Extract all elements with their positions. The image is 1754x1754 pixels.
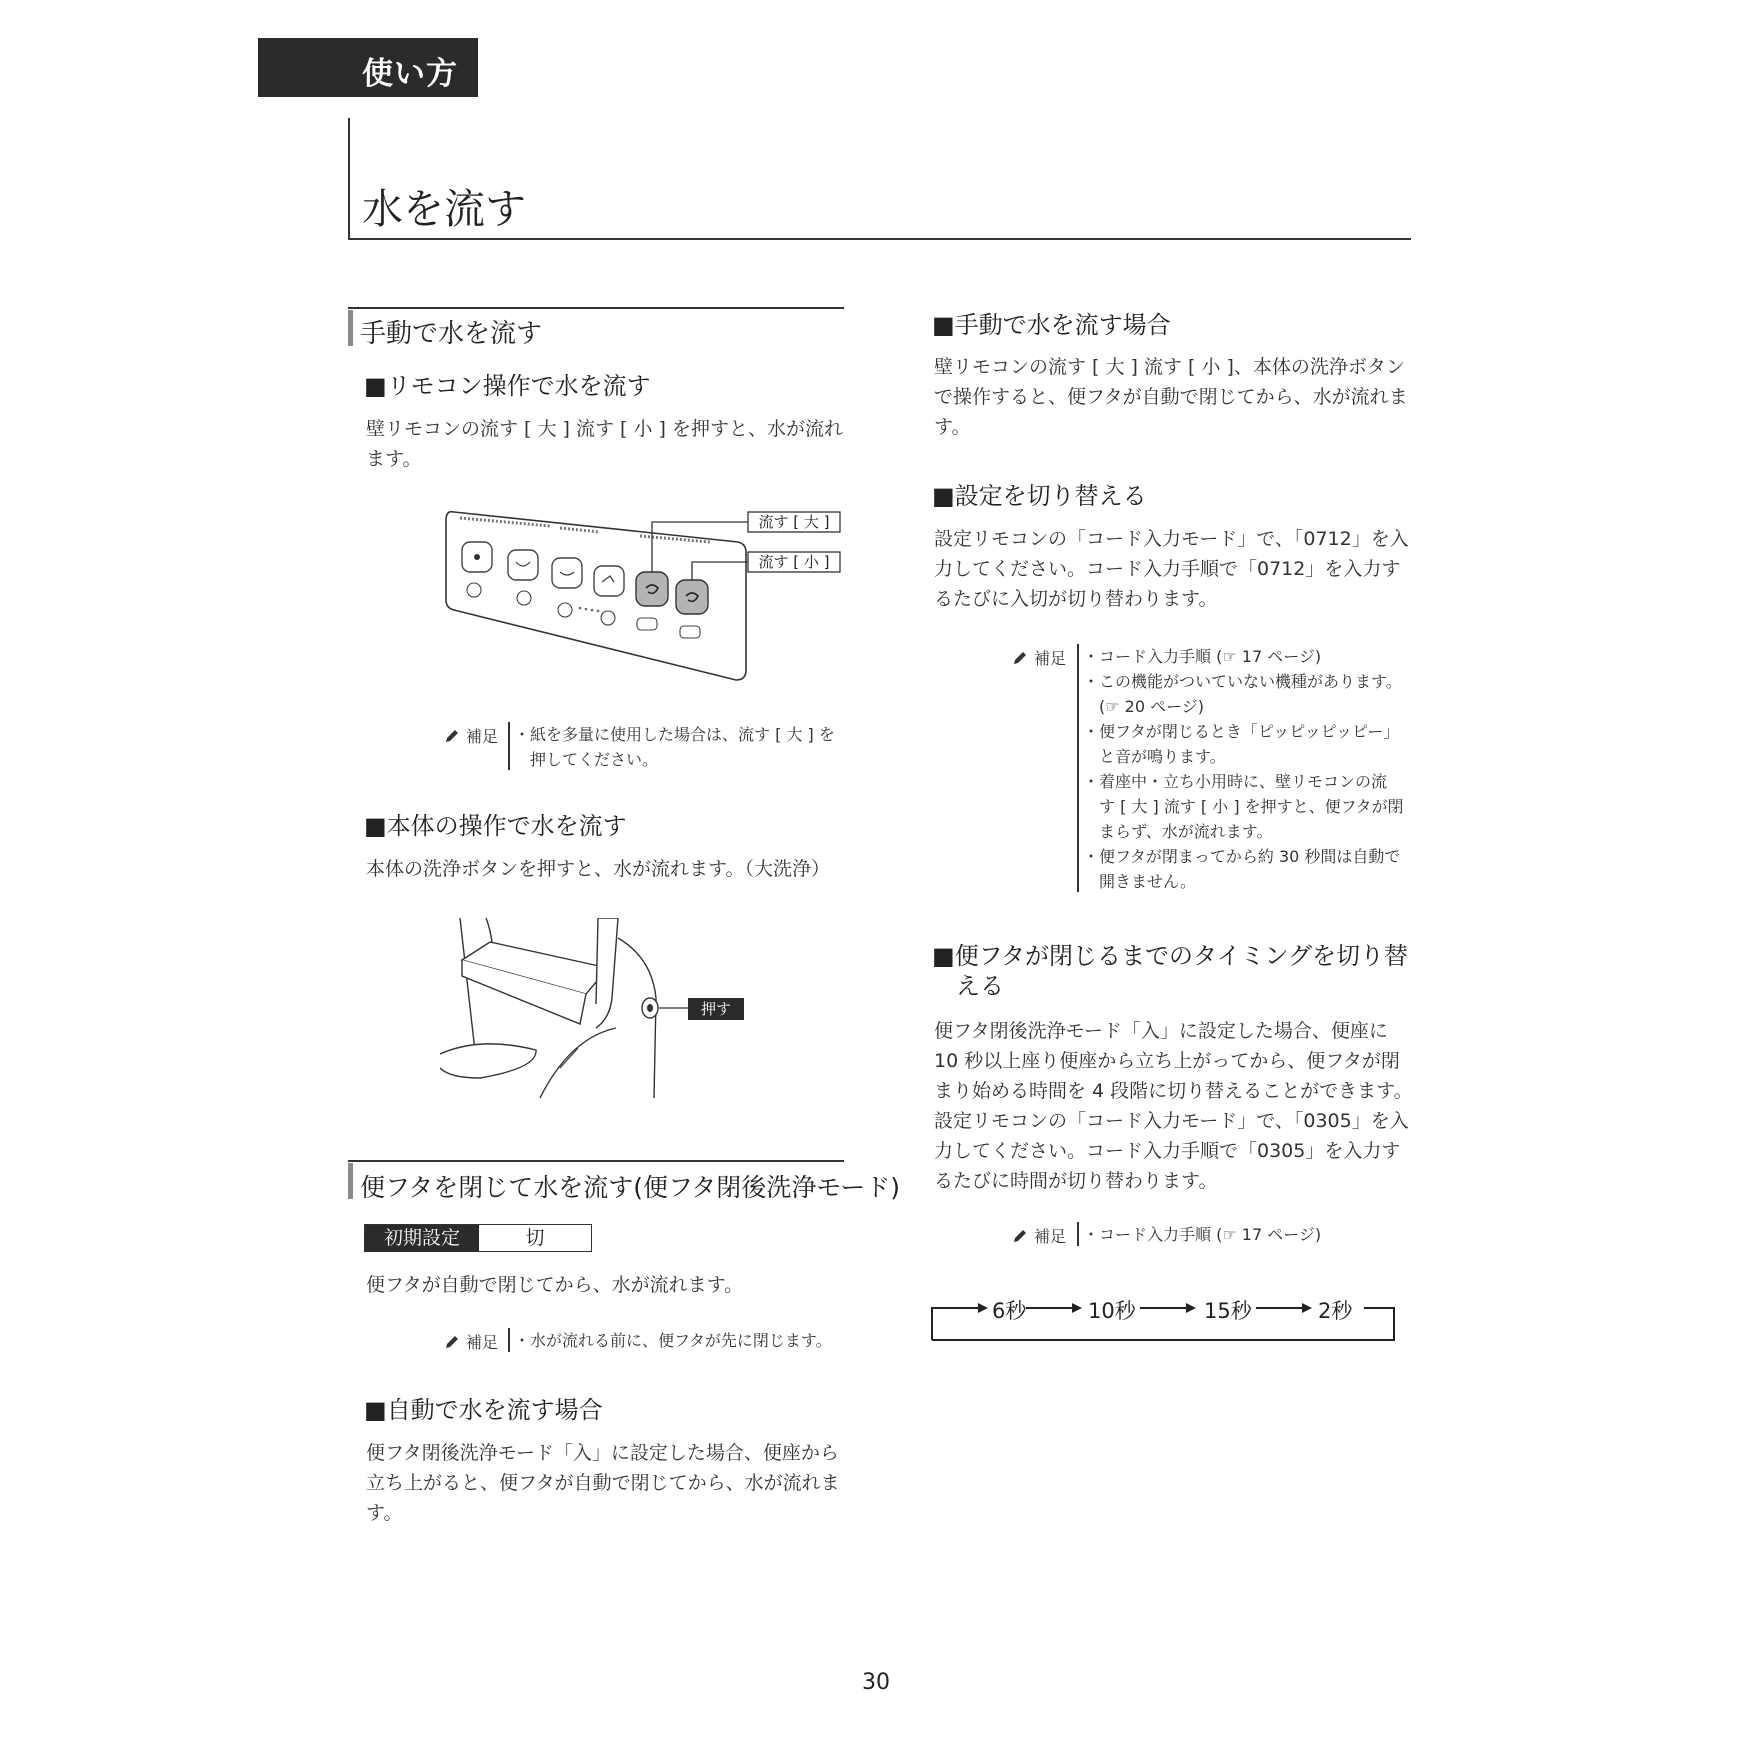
timing-note: ・コード入力手順 (☞ 17 ページ): [1083, 1225, 1322, 1244]
switch-note-line: まらず、水が流れます。: [1083, 822, 1273, 841]
remote-note: [514, 722, 854, 772]
switch-note-line: ・着座中・立ち小用時に、壁リモコンの流: [1083, 772, 1388, 791]
body-text: 本体の洗浄ボタンを押すと、水が流れます。（大洗浄）: [366, 858, 830, 880]
timing-step: 10秒: [1088, 1299, 1136, 1323]
section2-title: 便フタを閉じて水を流す(便フタ閉後洗浄モード): [360, 1173, 901, 1202]
switch-note: [1083, 644, 1423, 894]
switch-note-bar: [1077, 644, 1079, 892]
switch-note-line: 開きません。: [1083, 872, 1196, 891]
remote-note-bar: [508, 722, 510, 770]
switch-note-label: 補足: [1012, 646, 1066, 669]
switch-note-line: と音が鳴ります。: [1083, 747, 1226, 766]
switch-note-line: (☞ 20 ページ): [1083, 697, 1205, 716]
timing-heading: ■ 便フタが閉じるまでのタイミングを切り替: [932, 936, 1408, 971]
page-number: 30: [862, 1670, 890, 1695]
section1-rule: [348, 307, 844, 309]
body-heading: ■ 本体の操作で水を流す: [364, 806, 627, 841]
remote-note-line: 押してください。: [514, 750, 659, 769]
switch-note-line: ・この機能がついていない機種があります。: [1083, 672, 1402, 691]
initial-setting: [364, 1224, 592, 1252]
manual-text: 壁リモコンの流す [ 大 ] 流す [ 小 ]、本体の洗浄ボタンで操作すると、便フタが自動で閉じてから、水が流れます。: [934, 356, 1408, 438]
manual-heading: ■ 手動で水を流す場合: [932, 305, 1171, 340]
pencil-icon: [1012, 650, 1028, 666]
section2-mark: [348, 1163, 353, 1199]
chapter-tab: [258, 38, 478, 97]
initial-setting-value: 切: [525, 1227, 545, 1249]
remote-note-label: 補足: [444, 724, 498, 747]
section2-rule: [348, 1160, 844, 1162]
callout-flush-large: 流す [ 大 ]: [758, 513, 830, 531]
section1-mark: [348, 310, 353, 346]
pencil-icon: [1012, 1228, 1028, 1244]
remote-heading: ■ リモコン操作で水を流す: [364, 366, 651, 401]
switch-note-line: す [ 大 ] 流す [ 小 ] を押すと、便フタが閉: [1083, 797, 1404, 816]
timing-step: 2秒: [1318, 1299, 1353, 1323]
chapter-tab-label: 使い方: [362, 56, 458, 92]
timing-note-label: 補足: [1012, 1224, 1066, 1247]
initial-setting-label: 初期設定: [365, 1225, 479, 1251]
switch-text: 設定リモコンの「コード入力モード」で、「0712」を入力してください。コード入力手順で「0712」を入力するたびに入切が切り替わります。: [934, 528, 1409, 610]
section2-note-bar: [508, 1328, 510, 1352]
remote-text: 壁リモコンの流す [ 大 ] 流す [ 小 ] を押すと、水が流れます。: [366, 418, 843, 470]
auto-text: 便フタ閉後洗浄モード「入」に設定した場合、便座から立ち上がると、便フタが自動で閉じてから、水が流れます。: [366, 1442, 840, 1524]
timing-heading-cont: える: [956, 972, 1004, 1000]
pencil-icon: [444, 1334, 460, 1350]
switch-note-line: ・コード入力手順 (☞ 17 ページ): [1083, 647, 1322, 666]
timing-note-bar: [1077, 1222, 1079, 1246]
switch-note-line: ・便フタが閉じるとき「ピッピッピッピー」: [1083, 722, 1400, 741]
toilet-body-illustration: [440, 918, 760, 1108]
pencil-icon: [444, 728, 460, 744]
timing-step: 6秒: [992, 1299, 1027, 1323]
section2-text: 便フタが自動で閉じてから、水が流れます。: [366, 1274, 744, 1296]
auto-heading: ■ 自動で水を流す場合: [364, 1390, 603, 1425]
remote-control-illustration: [440, 500, 860, 690]
section2-note-label: 補足: [444, 1330, 498, 1353]
section2-note: ・水が流れる前に、便フタが先に閉じます。: [514, 1331, 832, 1350]
timing-text: 便フタ閉後洗浄モード「入」に設定した場合、便座に 10 秒以上座り便座から立ち上がってから、便フタが閉まり始める時間を 4 段階に切り替えることができます。設定リモコンの「コード入力モード」で、「0305」を入力してください。コード入力手順で「0305」を入力するたびに時間が切り替わります。: [934, 1020, 1413, 1192]
remote-note-line: ・紙を多量に使用した場合は、流す [ 大 ] を: [514, 725, 835, 744]
title-rule: [348, 238, 1411, 240]
callout-flush-small: 流す [ 小 ]: [758, 553, 830, 571]
switch-note-line: ・便フタが閉まってから約 30 秒間は自動で: [1083, 847, 1401, 866]
callout-push: 押す: [700, 1000, 732, 1018]
timing-step: 15秒: [1204, 1299, 1252, 1323]
section1-title: 手動で水を流す: [360, 319, 543, 349]
page-title: 水を流す: [362, 185, 526, 233]
title-bar: [348, 118, 350, 240]
switch-heading: ■ 設定を切り替える: [932, 476, 1147, 511]
